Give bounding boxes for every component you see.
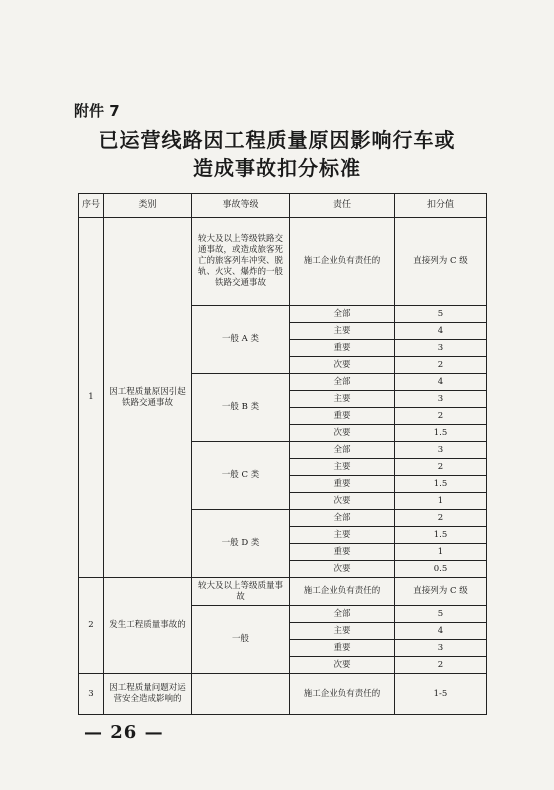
deduction-cell: 2 <box>395 510 487 527</box>
responsibility-cell: 主要 <box>290 623 395 640</box>
deduction-cell: 2 <box>395 657 487 674</box>
document-title-line-2: 造成事故扣分标准 <box>193 156 361 180</box>
level-cell: 一般 A 类 <box>192 306 290 374</box>
responsibility-cell: 次要 <box>290 493 395 510</box>
deduction-cell: 1.5 <box>395 425 487 442</box>
level-cell: 较大及以上等级质量事故 <box>192 578 290 606</box>
document-title-line-1: 已运营线路因工程质量原因影响行车或 <box>98 128 456 152</box>
deduction-cell: 1.5 <box>395 527 487 544</box>
responsibility-cell: 重要 <box>290 476 395 493</box>
row-number: 1 <box>79 218 104 578</box>
deduction-cell: 3 <box>395 640 487 657</box>
deduction-cell: 2 <box>395 408 487 425</box>
deduction-cell: 3 <box>395 340 487 357</box>
table-header-row <box>79 194 487 218</box>
responsibility-cell: 主要 <box>290 391 395 408</box>
responsibility-cell: 全部 <box>290 442 395 459</box>
responsibility-cell: 次要 <box>290 657 395 674</box>
table-row <box>79 578 487 606</box>
responsibility-cell: 施工企业负有责任的 <box>290 218 395 306</box>
level-cell: 较大及以上等级铁路交通事故，或造成旅客死亡的旅客列车冲突、脱轨、火灾、爆炸的一般铁路交通事故 <box>192 218 290 306</box>
responsibility-cell: 重要 <box>290 340 395 357</box>
responsibility-cell: 重要 <box>290 544 395 561</box>
attachment-label: 附件 7 <box>74 102 120 120</box>
responsibility-cell: 主要 <box>290 323 395 340</box>
deduction-cell: 5 <box>395 306 487 323</box>
header-no: 序号 <box>79 194 104 218</box>
responsibility-cell: 次要 <box>290 425 395 442</box>
responsibility-cell: 全部 <box>290 306 395 323</box>
responsibility-cell: 全部 <box>290 606 395 623</box>
row-number: 2 <box>79 578 104 674</box>
deduction-cell: 4 <box>395 623 487 640</box>
header-category: 类别 <box>104 194 192 218</box>
responsibility-cell: 次要 <box>290 561 395 578</box>
deduction-cell: 1-5 <box>395 674 487 715</box>
level-cell: 一般 D 类 <box>192 510 290 578</box>
deduction-cell: 1 <box>395 544 487 561</box>
deduction-cell: 5 <box>395 606 487 623</box>
deduction-cell: 4 <box>395 323 487 340</box>
deduction-cell: 直接列为 C 级 <box>395 578 487 606</box>
responsibility-cell: 施工企业负有责任的 <box>290 578 395 606</box>
responsibility-cell: 重要 <box>290 408 395 425</box>
deduction-cell: 1 <box>395 493 487 510</box>
category-cell: 因工程质量原因引起铁路交通事故 <box>104 218 192 578</box>
responsibility-cell: 重要 <box>290 640 395 657</box>
table-row <box>79 218 487 306</box>
row-number: 3 <box>79 674 104 715</box>
category-cell: 因工程质量问题对运营安全造成影响的 <box>104 674 192 715</box>
page-number: — 26 — <box>84 722 164 743</box>
level-cell: 一般 <box>192 606 290 674</box>
responsibility-cell: 全部 <box>290 510 395 527</box>
deduction-cell: 3 <box>395 442 487 459</box>
level-cell <box>192 674 290 715</box>
header-level: 事故等级 <box>192 194 290 218</box>
level-cell: 一般 B 类 <box>192 374 290 442</box>
category-cell: 发生工程质量事故的 <box>104 578 192 674</box>
deduction-cell: 4 <box>395 374 487 391</box>
responsibility-cell: 主要 <box>290 527 395 544</box>
responsibility-cell: 主要 <box>290 459 395 476</box>
header-deduction: 扣分值 <box>395 194 487 218</box>
responsibility-cell: 次要 <box>290 357 395 374</box>
deduction-cell: 直接列为 C 级 <box>395 218 487 306</box>
deduction-cell: 2 <box>395 357 487 374</box>
table-row <box>79 674 487 715</box>
deduction-cell: 2 <box>395 459 487 476</box>
responsibility-cell: 全部 <box>290 374 395 391</box>
deduction-cell: 0.5 <box>395 561 487 578</box>
responsibility-cell: 施工企业负有责任的 <box>290 674 395 715</box>
header-responsibility: 责任 <box>290 194 395 218</box>
deduction-cell: 3 <box>395 391 487 408</box>
deduction-standard-table <box>78 193 487 715</box>
level-cell: 一般 C 类 <box>192 442 290 510</box>
deduction-cell: 1.5 <box>395 476 487 493</box>
